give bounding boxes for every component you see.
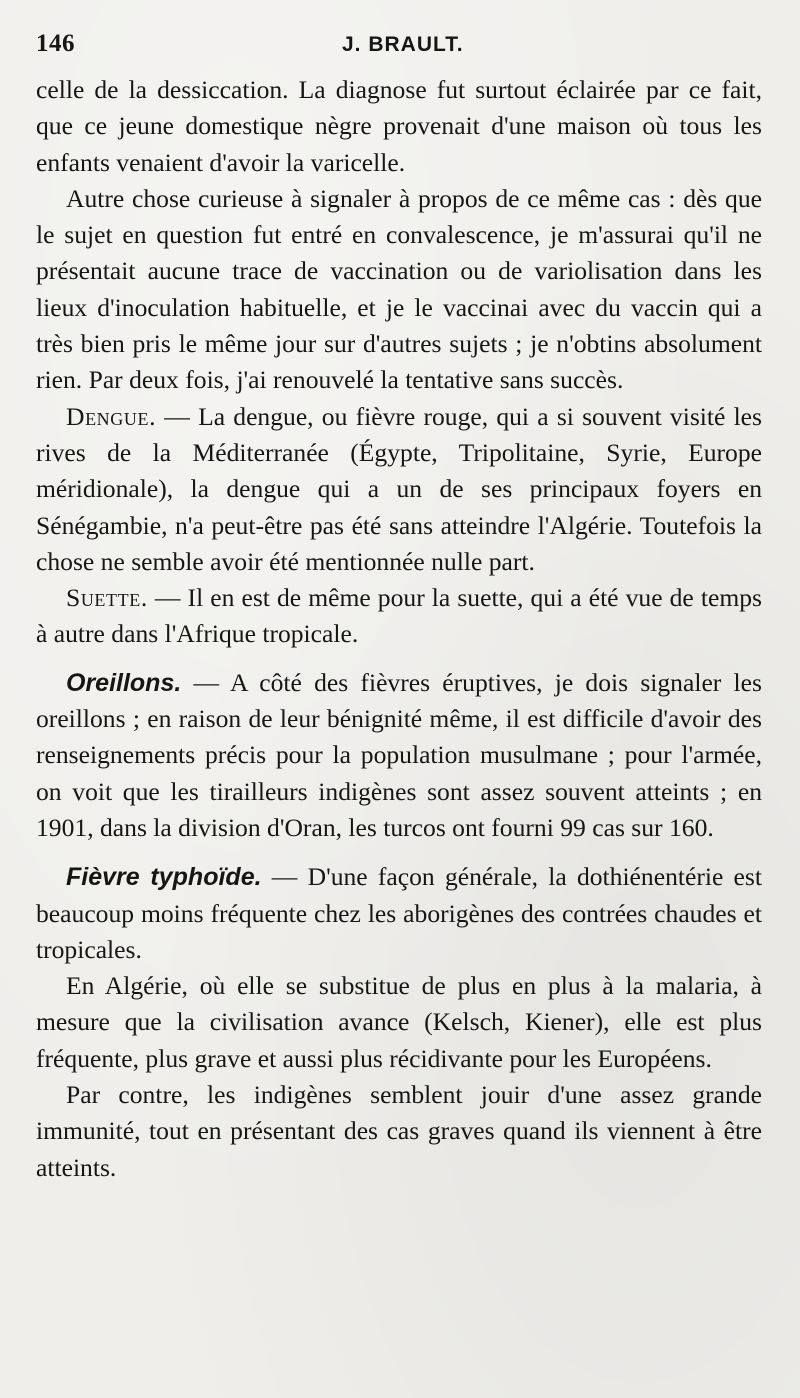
dengue-text: — La dengue, ou fièvre rouge, qui a si souvent visité les rives de la Méditerranée (Égypte, Tripolitaine, Syrie, Europe méridionale), la dengue qui a un de ses principaux foyers en Sénégambie, n'a peut-être pas été sans atteindre l'Algérie. Toutefois la chose ne semble avoir été mentionnée nulle part. (36, 401, 762, 576)
paragraph-suette (36, 580, 762, 653)
oreillons-heading: Oreillons. (66, 668, 182, 697)
paragraph-fievre-typhoide (36, 859, 762, 968)
paragraph-indigenes: Par contre, les indigènes semblent jouir d'une assez grande immunité, tout en présentant des cas graves quand ils viennent à être atteints. (36, 1080, 762, 1182)
page-number: 146 (36, 30, 75, 57)
fievre-typhoide-text: — D'une façon générale, la dothiénentérie est beaucoup moins fréquente chez les aborigènes des contrées chaudes et tropicales. (36, 862, 762, 964)
suette-label: Suette. (66, 583, 148, 613)
suette-text: — Il en est de même pour la suette, qui a été vue de temps à autre dans l'Afrique tropicale. (36, 583, 762, 649)
paragraph-dessiccation: celle de la dessiccation. La diagnose fut surtout éclairée par ce fait, que ce jeune domestique nègre provenait d'une maison où tous les enfants venaient d'avoir la varicelle. (36, 75, 762, 177)
paragraph-dengue (36, 399, 762, 580)
running-head (36, 30, 762, 66)
fievre-typhoide-heading: Fièvre typhoïde. (66, 863, 262, 892)
oreillons-text: — A côté des fièvres éruptives, je dois signaler les oreillons ; en raison de leur bénignité même, il est difficile d'avoir des renseignements précis pour la population musulmane ; pour l'armée, on voit que les tirailleurs indigènes sont assez souvent atteints ; en 1901, dans la division d'Oran, les turcos ont fourni 99 cas sur 160. (36, 667, 762, 842)
running-head-author: J. BRAULT. (342, 33, 464, 56)
dengue-label: Dengue. (66, 401, 157, 431)
paragraph-algerie: En Algérie, où elle se substitue de plus en plus à la malaria, à mesure que la civilisation avance (Kelsch, Kiener), elle est plus fréquente, plus grave et aussi plus récidivante pour les Européens. (36, 971, 762, 1073)
paragraph-oreillons (36, 665, 762, 846)
body-text (36, 72, 762, 1186)
paragraph-vaccination: Autre chose curieuse à signaler à propos de ce même cas : dès que le sujet en question fut entré en convalescence, je m'assurai qu'il ne présentait aucune trace de vaccination ou de variolisation dans les lieux d'inoculation habituelle, et je le vaccinai avec du vaccin qui a très bien pris le même jour sur d'autres sujets ; je n'obtins absolument rien. Par deux fois, j'ai renouvelé la tentative sans succès. (36, 183, 762, 395)
